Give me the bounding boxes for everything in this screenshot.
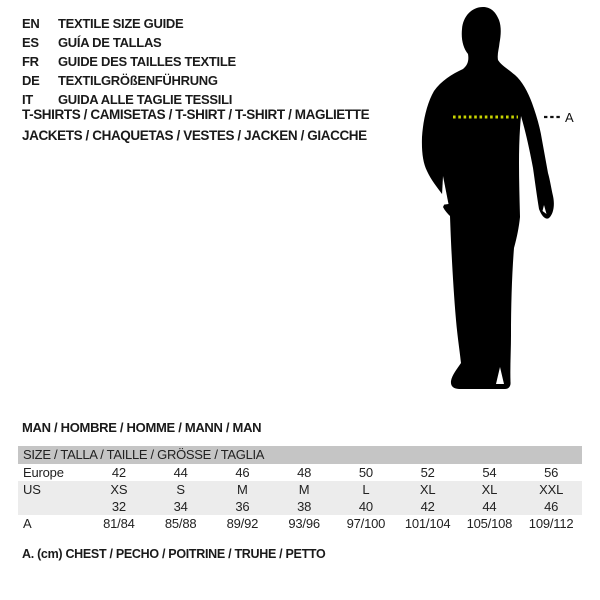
size-cell: 50 — [358, 465, 373, 480]
category-jackets: JACKETS / CHAQUETAS / VESTES / JACKEN / GIACCHE — [22, 127, 367, 143]
lang-label: TEXTILE SIZE GUIDE — [58, 16, 184, 31]
row-label: US — [23, 482, 41, 497]
size-cell: 46 — [235, 465, 250, 480]
size-cell: 42 — [420, 499, 435, 514]
table-row-us-numeric — [18, 498, 582, 515]
lang-row-fr — [22, 52, 236, 71]
size-cell: 46 — [544, 499, 559, 514]
lang-row-es — [22, 33, 236, 52]
size-table-header-row — [18, 446, 582, 464]
size-cell: XS — [110, 482, 128, 497]
size-cell: M — [298, 482, 310, 497]
size-cell: 52 — [420, 465, 435, 480]
lang-code: IT — [22, 92, 33, 107]
size-cell: 93/96 — [288, 516, 320, 531]
lang-row-de — [22, 71, 236, 90]
size-cell: 40 — [358, 499, 373, 514]
lang-code: FR — [22, 54, 39, 69]
size-table-header: SIZE / TALLA / TAILLE / GRÖSSE / TAGLIA — [18, 446, 582, 464]
lang-code: EN — [22, 16, 40, 31]
footnote-chest: A. (cm) CHEST / PECHO / POITRINE / TRUHE / PETTO — [22, 547, 326, 561]
size-cell: M — [237, 482, 248, 497]
row-label — [18, 498, 88, 515]
size-cell: S — [176, 482, 185, 497]
size-cell: XL — [481, 482, 498, 497]
size-cell: 38 — [297, 499, 312, 514]
size-cell: 97/100 — [346, 516, 386, 531]
table-row-us — [18, 481, 582, 498]
size-cell: 105/108 — [466, 516, 513, 531]
man-silhouette — [415, 5, 585, 390]
man-body-shape — [422, 7, 554, 389]
size-cell: L — [362, 482, 370, 497]
table-row-europe — [18, 464, 582, 481]
size-cell: 101/104 — [404, 516, 451, 531]
lang-code: ES — [22, 35, 39, 50]
size-cell: 36 — [235, 499, 250, 514]
size-cell: 44 — [173, 465, 188, 480]
size-cell: 81/84 — [103, 516, 135, 531]
lang-label: GUÍA DE TALLAS — [58, 35, 162, 50]
size-cell: 54 — [482, 465, 497, 480]
garment-categories — [22, 105, 369, 146]
row-label: A — [23, 516, 32, 531]
lang-code: DE — [22, 73, 40, 88]
size-cell: 44 — [482, 499, 497, 514]
size-cell: XL — [419, 482, 436, 497]
size-cell: 85/88 — [164, 516, 197, 531]
chest-marker-label: A — [565, 110, 574, 125]
size-cell: 109/112 — [528, 516, 574, 531]
table-row-chest — [18, 515, 582, 532]
row-label: Europe — [23, 465, 64, 480]
size-cell: 48 — [297, 465, 312, 480]
size-cell: 34 — [173, 499, 188, 514]
lang-label: GUIDA ALLE TAGLIE TESSILI — [58, 92, 233, 107]
language-list — [22, 14, 236, 109]
size-cell: 32 — [111, 499, 126, 514]
size-table — [18, 446, 582, 532]
section-title-man: MAN / HOMBRE / HOMME / MANN / MAN — [22, 420, 262, 435]
size-cell: 42 — [111, 465, 126, 480]
category-tshirts: T-SHIRTS / CAMISETAS / T-SHIRT / T-SHIRT / MAGLIETTE — [22, 107, 370, 122]
lang-row-en — [22, 14, 236, 33]
lang-label: GUIDE DES TAILLES TEXTILE — [58, 54, 236, 69]
size-cell: XXL — [539, 482, 564, 497]
size-cell: 56 — [544, 465, 559, 480]
lang-label: TEXTILGRÖßENFÜHRUNG — [58, 73, 218, 88]
size-cell: 89/92 — [226, 516, 259, 531]
